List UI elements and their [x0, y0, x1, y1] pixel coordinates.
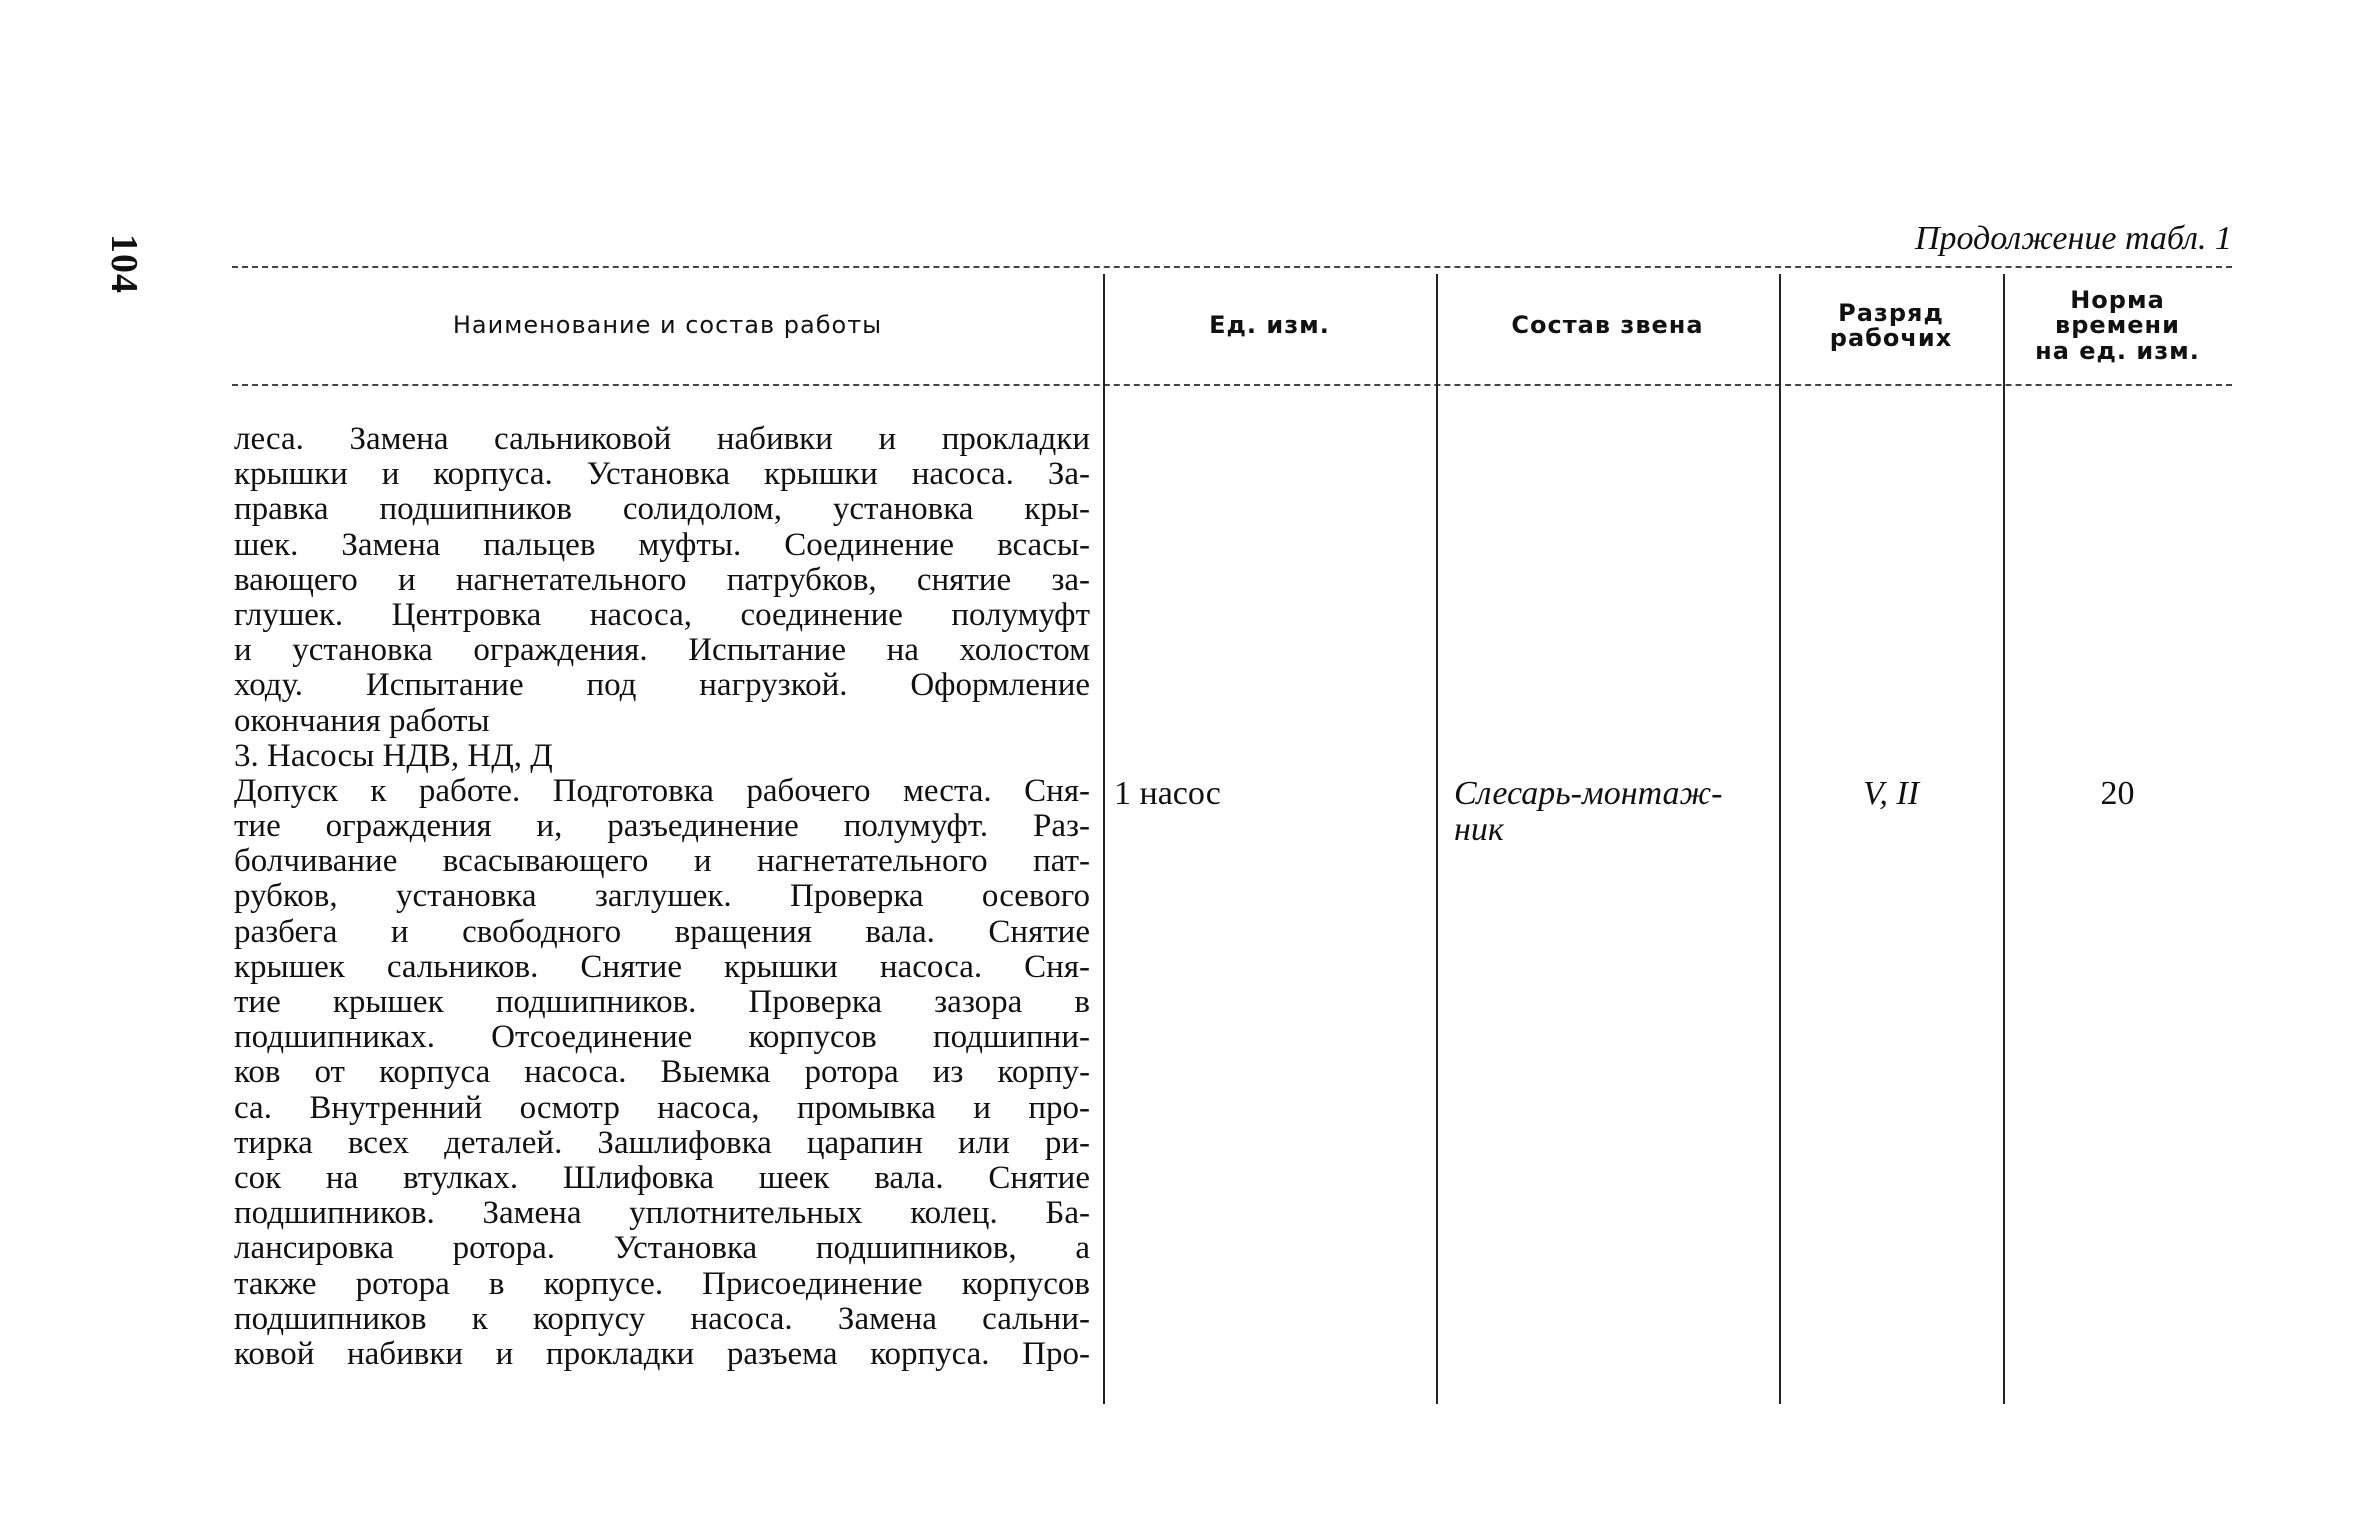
- column-divider-1: [1103, 274, 1105, 1404]
- header-unit: Ед. изм.: [1209, 311, 1330, 340]
- work-line: 3. Насосы НДВ, НД, Д: [234, 737, 553, 774]
- work-line: леса. Замена сальниковой набивки и прокладки: [234, 421, 1090, 457]
- work-line: ходу. Испытание под нагрузкой. Оформление: [234, 667, 1090, 704]
- work-line: глушек. Центровка насоса, соединение полумуфт: [234, 596, 1090, 633]
- work-line: подшипников. Замена уплотнительных колец. Ба-: [234, 1195, 1090, 1232]
- work-line: также ротора в корпусе. Присоединение корпусов: [234, 1265, 1090, 1302]
- work-table: [232, 262, 2232, 1407]
- norm-cell: 20: [2100, 775, 2135, 812]
- work-line: болчивание всасывающего и нагнетательного пат-: [234, 843, 1090, 880]
- work-line: тие крышек подшипников. Проверка зазора в: [234, 984, 1090, 1020]
- work-line: рубков, установка заглушек. Проверка осевого: [234, 878, 1090, 915]
- work-line: Допуск к работе. Подготовка рабочего места. Сня-: [234, 772, 1090, 809]
- unit-cell: 1 насос: [1114, 775, 1221, 812]
- header-bottom-rule: [232, 384, 2232, 386]
- work-line: са. Внутренний осмотр насоса, промывка и про-: [234, 1089, 1090, 1126]
- work-line: и установка ограждения. Испытание на холостом: [234, 632, 1090, 669]
- work-line: разбега и свободного вращения вала. Снятие: [234, 913, 1090, 950]
- header-grade: Разряд рабочих: [1829, 298, 1953, 352]
- work-line: правка подшипников солидолом, установка кры-: [234, 491, 1090, 528]
- page-number: 104: [103, 234, 145, 294]
- header-crew: Состав звена: [1511, 311, 1704, 340]
- header-norm: Норма времени на ед. изм.: [2035, 286, 2200, 365]
- work-line: тирка всех деталей. Зашлифовка царапин или ри-: [234, 1124, 1090, 1161]
- work-line: подшипниках. Отсоединение корпусов подшипни-: [234, 1019, 1090, 1056]
- work-line: окончания работы: [234, 702, 490, 739]
- column-divider-2: [1436, 274, 1438, 1404]
- work-line: лансировка ротора. Установка подшипников, а: [234, 1230, 1090, 1267]
- work-line: тие ограждения и, разъединение полумуфт. Раз-: [234, 808, 1090, 845]
- work-line: ков от корпуса насоса. Выемка ротора из корпу-: [234, 1054, 1090, 1091]
- column-divider-3: [1779, 274, 1781, 1404]
- work-line: вающего и нагнетательного патрубков, снятие за-: [234, 561, 1090, 598]
- work-line: шек. Замена пальцев муфты. Соединение всасы-: [234, 526, 1090, 563]
- column-divider-4: [2003, 274, 2005, 1404]
- work-line: крышки и корпуса. Установка крышки насоса. За-: [234, 456, 1090, 493]
- table-top-rule: [232, 266, 2232, 268]
- continuation-title: Продолжение табл. 1: [1914, 220, 2232, 257]
- grade-cell: V, II: [1862, 775, 1920, 812]
- work-description: [234, 422, 1090, 1372]
- header-name: Наименование и состав работы: [452, 311, 883, 340]
- work-line: сок на втулках. Шлифовка шеек вала. Снятие: [234, 1159, 1090, 1196]
- work-line: подшипников к корпусу насоса. Замена сальни-: [234, 1300, 1090, 1337]
- work-line: крышек сальников. Снятие крышки насоса. Сня-: [234, 948, 1090, 985]
- work-line: ковой набивки и прокладки разъема корпуса. Про-: [234, 1335, 1090, 1372]
- crew-cell: Слесарь-монтаж- ник: [1454, 775, 1723, 848]
